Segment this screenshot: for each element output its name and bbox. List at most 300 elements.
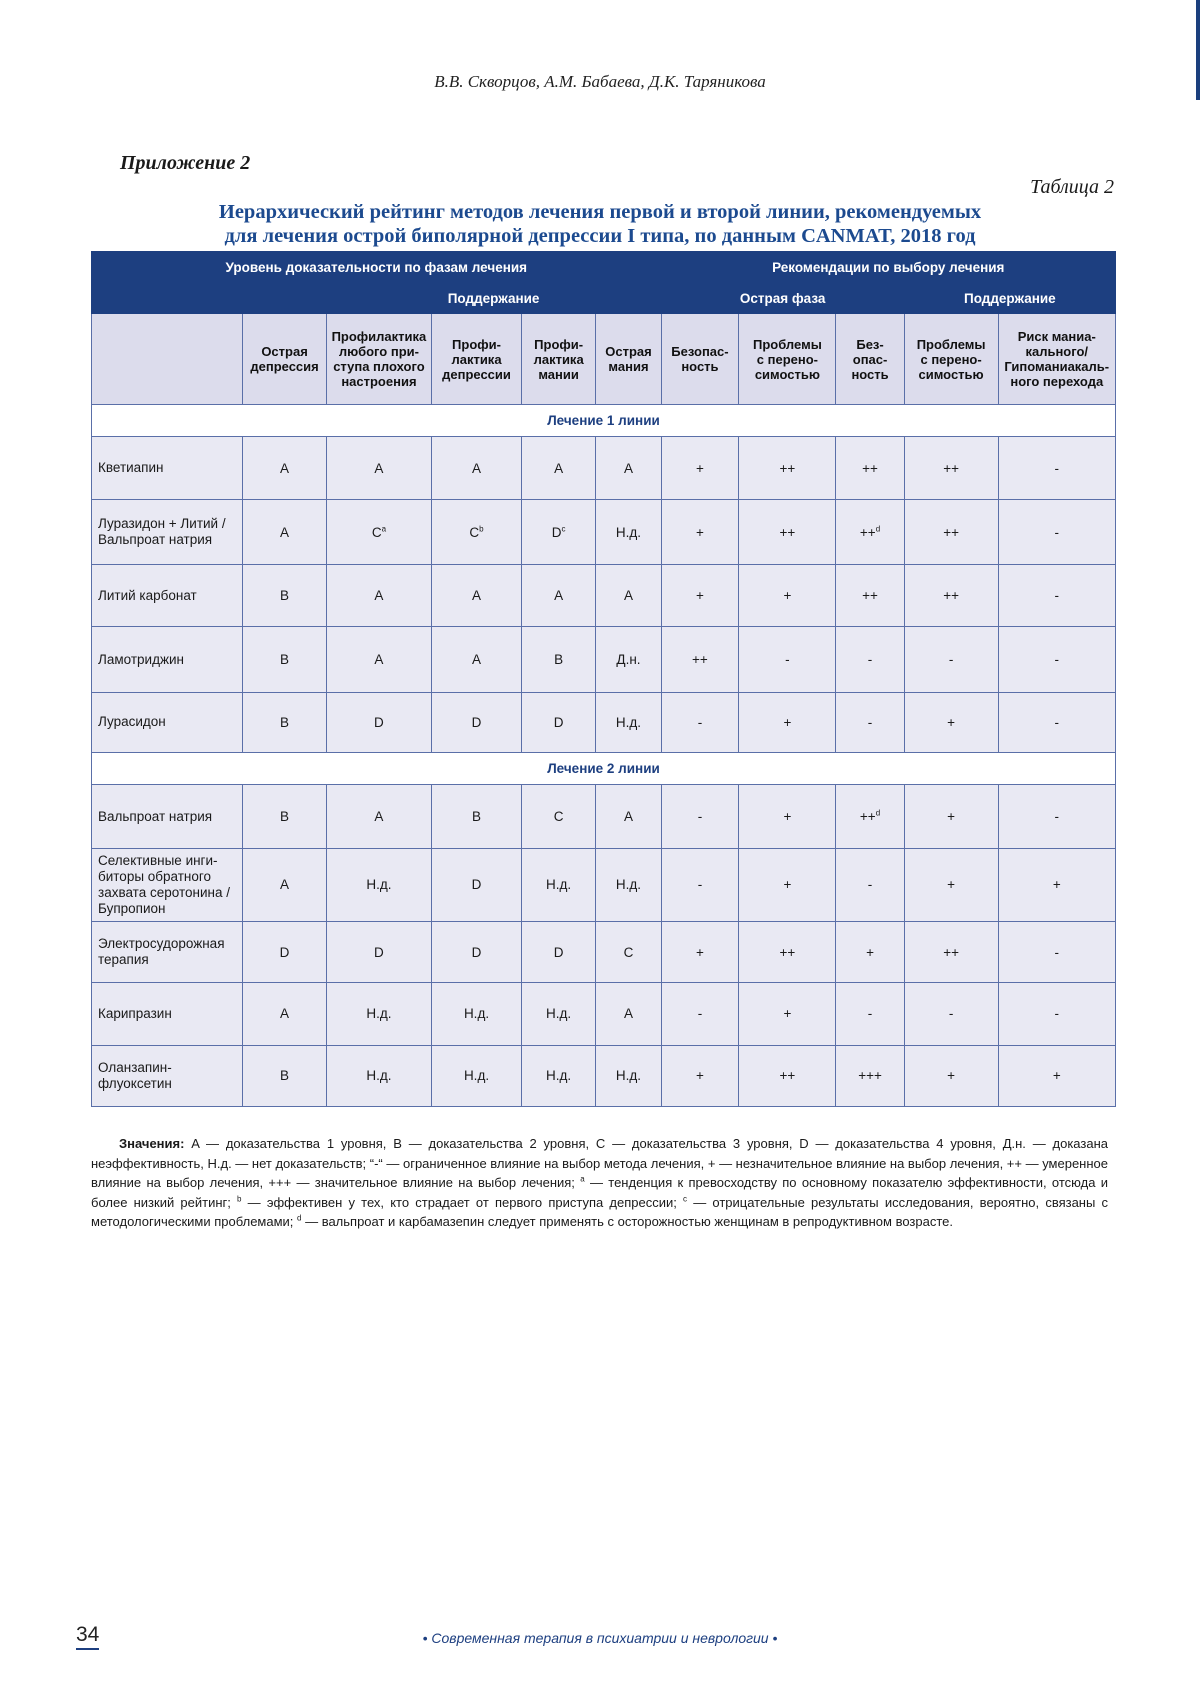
rating-cell — [998, 692, 1115, 752]
rating-value: B — [280, 652, 290, 668]
rating-value: A — [623, 1006, 633, 1022]
column-header-line: Острая — [605, 344, 652, 360]
rating-value: B — [554, 652, 564, 668]
legend-text: — вальпроат и карбамазепин следует применять с осторожностью женщинам в репродуктивном возрасте. — [301, 1214, 953, 1229]
legend-text: — тенденция к превосходству по основному показателю эффективности, отсюда и более низкий рейтинг; — [91, 1175, 1108, 1210]
legend-text: A — доказательства 1 уровня, B — доказательства 2 уровня, C — доказательства 3 уровня, D — доказательства 4 уровня, Д.н. — доказана неэффективность, Н.д. — нет доказательств; “-“ — ограниченное влияние на выбор метода лечения, + — незначительное влияние на выбор лечения, ++ — умеренное влияние на выбор лечения, +++ — значительное влияние на выбор лечения; — [91, 1136, 1108, 1190]
table-row — [92, 436, 1116, 499]
rating-cell — [661, 1045, 739, 1106]
drug-name-line: терапия — [98, 952, 149, 968]
rating-cell — [243, 848, 326, 921]
rating-cell — [661, 564, 739, 626]
rating-value: Н.д. — [463, 1006, 490, 1022]
rating-value: D — [551, 524, 562, 540]
rating-cell — [904, 848, 998, 921]
rating-cell — [243, 1045, 326, 1106]
rating-value: Н.д. — [366, 877, 392, 893]
rating-cell — [998, 500, 1115, 565]
drug-name-line: биторы обратного — [98, 868, 212, 884]
rating-value: + — [696, 944, 704, 960]
rating-value: A — [472, 652, 482, 668]
rating-cell — [432, 785, 522, 848]
footnote-mark: a — [580, 1174, 585, 1184]
rating-value: - — [1054, 588, 1059, 604]
rating-cell — [661, 785, 739, 848]
rating-cell — [836, 785, 904, 848]
rating-value: ++ — [779, 944, 796, 960]
drug-name-line: Вальпроат натрия — [98, 808, 213, 824]
column-header-line: с перено- — [920, 351, 982, 367]
rating-cell — [904, 1045, 998, 1106]
rating-value: D — [279, 944, 290, 960]
rating-value: B — [280, 714, 290, 730]
rating-cell — [661, 500, 739, 565]
column-header — [521, 314, 596, 404]
rating-value: ++ — [779, 460, 796, 476]
section-header: Лечение 2 линии — [92, 753, 1116, 785]
column-header-line: Риск маниа- — [1017, 329, 1096, 345]
footnote-mark: b — [479, 524, 484, 534]
column-header-line: с перено- — [756, 351, 818, 367]
rating-cell — [739, 921, 836, 982]
rating-value: ++ — [943, 460, 959, 476]
rating-cell — [836, 983, 904, 1045]
drug-name-line: флуоксетин — [98, 1075, 172, 1091]
rating-cell — [998, 921, 1115, 982]
column-header-line: депрессия — [250, 359, 319, 375]
subheader-maintenance: Поддержание — [326, 283, 661, 314]
rating-cell — [661, 848, 739, 921]
rating-value: D — [471, 714, 482, 730]
rating-cell — [836, 848, 904, 921]
rating-cell — [432, 500, 522, 565]
rating-value: - — [697, 1006, 703, 1022]
rating-cell — [243, 921, 326, 982]
rating-value: A — [554, 588, 564, 604]
rating-value: ++ — [779, 1068, 796, 1084]
table-row — [92, 983, 1116, 1045]
drug-name-line: захвата серотонина / — [98, 884, 230, 900]
table-row — [92, 692, 1116, 752]
column-header-line: мания — [608, 359, 649, 375]
rating-cell — [326, 627, 432, 693]
drug-name-line: Оланзапин- — [98, 1059, 172, 1075]
column-header — [998, 314, 1115, 404]
drug-name — [92, 921, 243, 982]
column-header-line: лактика — [451, 351, 502, 367]
table-row — [92, 848, 1116, 921]
table-number: Таблица 2 — [1030, 176, 1114, 198]
rating-cell — [904, 436, 998, 499]
rating-value: + — [947, 809, 956, 825]
column-header-line: Профилактика — [331, 329, 427, 345]
rating-value: - — [1054, 944, 1059, 960]
appendix-label: Приложение 2 — [120, 152, 251, 174]
rating-cell — [596, 692, 661, 752]
drug-name — [92, 627, 243, 693]
rating-value: C — [623, 944, 634, 960]
table-row — [92, 500, 1116, 565]
rating-cell — [596, 500, 661, 565]
rating-value: + — [947, 877, 956, 893]
rating-value: A — [280, 524, 290, 540]
rating-cell — [326, 436, 432, 499]
rating-cell — [596, 564, 661, 626]
journal-footer: • Современная терапия в психиатрии и неврологии • — [422, 1630, 778, 1646]
rating-value: + — [783, 714, 792, 730]
column-header — [836, 314, 904, 404]
table-row — [92, 564, 1116, 626]
rating-cell — [521, 1045, 596, 1106]
rating-value: Н.д. — [366, 1068, 392, 1084]
rating-value: Н.д. — [546, 1006, 572, 1022]
column-header — [326, 314, 432, 404]
column-header-line: Проблемы — [916, 336, 986, 352]
rating-value: ++ — [862, 460, 878, 476]
drug-name — [92, 500, 243, 565]
rating-cell — [432, 692, 522, 752]
rating-value: + — [783, 809, 792, 825]
rating-value: - — [948, 652, 954, 668]
column-header — [739, 314, 836, 404]
section-header: Лечение 1 линии — [92, 404, 1116, 436]
rating-value: - — [948, 1006, 954, 1022]
column-header — [243, 314, 326, 404]
rating-value: ++ — [943, 524, 959, 540]
rating-cell — [998, 983, 1115, 1045]
rating-cell — [739, 1045, 836, 1106]
rating-value: + — [783, 1006, 792, 1022]
footnote-mark: d — [297, 1213, 302, 1223]
rating-cell — [904, 500, 998, 565]
rating-value: A — [472, 588, 482, 604]
footnote-mark: c — [683, 1194, 688, 1204]
table-title-line: Иерархический рейтинг методов лечения первой и второй линии, рекомендуемых — [218, 201, 982, 223]
rating-cell — [243, 692, 326, 752]
subheader-blank — [92, 283, 327, 314]
rating-value: ++ — [859, 524, 876, 540]
rating-value: Н.д. — [615, 1068, 642, 1084]
column-header-line: ступа плохого — [333, 359, 425, 375]
rating-value: ++ — [862, 588, 878, 604]
rating-value: A — [374, 652, 384, 668]
rating-cell — [432, 848, 522, 921]
column-header-line: лактика — [533, 351, 584, 367]
rating-value: ++ — [779, 524, 796, 540]
column-header-line: Без- — [856, 336, 884, 352]
rating-cell — [521, 983, 596, 1045]
rating-value: + — [696, 524, 704, 540]
column-header-line: симостью — [754, 366, 820, 382]
rating-value: - — [867, 877, 873, 893]
rating-cell — [904, 785, 998, 848]
rating-value: ++ — [943, 944, 959, 960]
rating-cell — [521, 564, 596, 626]
rating-value: +++ — [858, 1068, 882, 1084]
rating-cell — [521, 436, 596, 499]
column-header-line: Проблемы — [753, 336, 822, 352]
table-title-line: для лечения острой биполярной депрессии I типа, по данным CANMAT, 2018 год — [224, 225, 976, 247]
legend-text: — отрицательные результаты исследования, вероятно, связаны с методологическими проблемами; — [91, 1194, 1109, 1229]
rating-cell — [326, 692, 432, 752]
column-header-line: кального/ — [1025, 344, 1089, 360]
rating-cell — [661, 627, 739, 693]
rating-value: B — [280, 1068, 290, 1084]
rating-value: + — [783, 877, 792, 893]
rating-cell — [243, 564, 326, 626]
rating-cell — [432, 564, 522, 626]
rating-value: B — [280, 809, 290, 825]
page-number: 34 — [76, 1623, 99, 1650]
rating-cell — [998, 436, 1115, 499]
rating-value: A — [472, 460, 482, 476]
rating-cell — [596, 436, 661, 499]
rating-value: - — [867, 714, 873, 730]
rating-value: B — [472, 809, 482, 825]
column-header-line: опас- — [852, 351, 888, 367]
rating-value: Д.н. — [616, 652, 641, 668]
rating-cell — [739, 692, 836, 752]
rating-cell — [998, 564, 1115, 626]
rating-cell — [836, 627, 904, 693]
rating-value: + — [696, 588, 704, 604]
rating-value: + — [947, 1068, 956, 1084]
rating-cell — [596, 627, 661, 693]
rating-cell — [521, 627, 596, 693]
column-header-line: Гипоманиакаль- — [1004, 359, 1110, 375]
footnote-mark: b — [237, 1194, 242, 1204]
rating-value: Н.д. — [546, 1068, 572, 1084]
rating-cell — [739, 983, 836, 1045]
rating-value: - — [697, 877, 703, 893]
rating-value: ++ — [943, 588, 959, 604]
rating-cell — [739, 785, 836, 848]
column-header-drug — [92, 314, 243, 404]
rating-value: D — [471, 944, 482, 960]
column-header-line: ность — [681, 359, 719, 375]
column-header — [904, 314, 998, 404]
rating-value: - — [1054, 714, 1059, 730]
rating-value: Н.д. — [615, 877, 642, 893]
column-header-line: Острая — [261, 344, 308, 360]
table-title — [150, 200, 1050, 248]
rating-value: - — [867, 652, 873, 668]
column-header — [661, 314, 739, 404]
drug-name-line: Лурасидон — [98, 714, 166, 730]
column-header-line: Профи- — [534, 336, 584, 352]
rating-cell — [521, 921, 596, 982]
rating-value: A — [623, 588, 633, 604]
rating-cell — [326, 983, 432, 1045]
rating-value: + — [1052, 877, 1061, 893]
rating-value: - — [697, 714, 703, 730]
treatment-rating-table — [91, 251, 1116, 1107]
column-header — [596, 314, 661, 404]
rating-value: D — [374, 714, 384, 730]
column-header-line: Профи- — [452, 336, 501, 352]
drug-name — [92, 983, 243, 1045]
rating-cell — [904, 921, 998, 982]
rating-cell — [836, 436, 904, 499]
rating-value: ++ — [859, 809, 876, 825]
column-header-line: Безопас- — [671, 344, 729, 360]
rating-value: Н.д. — [615, 714, 642, 730]
rating-value: B — [280, 588, 290, 604]
rating-cell — [326, 500, 432, 565]
rating-cell — [432, 921, 522, 982]
rating-value: + — [696, 1068, 704, 1084]
table-row — [92, 627, 1116, 693]
rating-value: A — [280, 460, 290, 476]
rating-value: - — [1054, 1006, 1059, 1022]
rating-value: D — [553, 714, 564, 730]
rating-cell — [243, 627, 326, 693]
column-header — [432, 314, 522, 404]
rating-value: A — [623, 809, 633, 825]
drug-name-line: Селективные инги- — [98, 852, 218, 868]
rating-value: ++ — [692, 652, 708, 668]
rating-value: + — [866, 944, 874, 960]
legend-text: — эффективен у тех, кто страдает от первого приступа депрессии; — [241, 1194, 684, 1210]
rating-value: C — [553, 809, 564, 825]
rating-cell — [998, 785, 1115, 848]
rating-cell — [596, 921, 661, 982]
drug-name — [92, 564, 243, 626]
rating-value: + — [783, 588, 792, 604]
rating-cell — [521, 500, 596, 565]
footnote-mark: a — [381, 524, 387, 534]
rating-cell — [739, 627, 836, 693]
rating-cell — [432, 627, 522, 693]
rating-cell — [998, 627, 1115, 693]
rating-cell — [904, 627, 998, 693]
rating-value: - — [1054, 652, 1059, 668]
rating-cell — [521, 848, 596, 921]
legend-label: Значения: — [119, 1136, 185, 1151]
rating-value: C — [371, 524, 382, 540]
rating-cell — [326, 921, 432, 982]
rating-value: D — [374, 944, 384, 960]
rating-cell — [836, 1045, 904, 1106]
rating-value: + — [696, 460, 704, 476]
subheader-acute-phase: Острая фаза — [661, 283, 904, 314]
drug-name-line: Вальпроат натрия — [98, 532, 213, 548]
rating-cell — [998, 848, 1115, 921]
drug-name-line: Электросудорожная — [98, 936, 225, 952]
rating-cell — [243, 500, 326, 565]
rating-cell — [596, 983, 661, 1045]
rating-cell — [243, 436, 326, 499]
rating-value: - — [1054, 524, 1059, 540]
rating-cell — [661, 692, 739, 752]
rating-value: A — [280, 877, 290, 893]
rating-cell — [432, 436, 522, 499]
drug-name — [92, 785, 243, 848]
rating-cell — [661, 983, 739, 1045]
rating-value: D — [471, 877, 482, 893]
column-header-line: любого при- — [338, 344, 419, 360]
rating-cell — [596, 848, 661, 921]
rating-value: Н.д. — [366, 1006, 392, 1022]
legend — [91, 1134, 1108, 1232]
rating-value: - — [1054, 809, 1059, 825]
footnote-mark: c — [561, 524, 566, 534]
rating-cell — [739, 848, 836, 921]
drug-name — [92, 692, 243, 752]
rating-cell — [243, 785, 326, 848]
rating-cell — [904, 564, 998, 626]
rating-cell — [661, 436, 739, 499]
rating-value: D — [553, 944, 564, 960]
rating-value: + — [1052, 1068, 1061, 1084]
subheader-maintenance: Поддержание — [904, 283, 1115, 314]
rating-cell — [836, 500, 904, 565]
rating-value: A — [554, 460, 564, 476]
footnote-mark: d — [875, 808, 881, 818]
rating-cell — [326, 1045, 432, 1106]
drug-name-line: Кветиапин — [98, 460, 164, 476]
group-header-evidence: Уровень доказательности по фазам лечения — [92, 252, 662, 283]
rating-value: Н.д. — [463, 1068, 490, 1084]
rating-cell — [998, 1045, 1115, 1106]
rating-cell — [904, 692, 998, 752]
drug-name — [92, 848, 243, 921]
column-header-line: ность — [851, 366, 889, 382]
drug-name-line: Бупропион — [98, 900, 166, 916]
rating-cell — [661, 921, 739, 982]
rating-value: A — [374, 588, 384, 604]
rating-cell — [836, 921, 904, 982]
column-header-line: настроения — [341, 374, 417, 390]
rating-cell — [596, 785, 661, 848]
rating-value: A — [374, 460, 384, 476]
rating-cell — [596, 1045, 661, 1106]
group-header-recommendations: Рекомендации по выбору лечения — [661, 252, 1115, 283]
rating-cell — [521, 692, 596, 752]
rating-value: C — [469, 524, 480, 540]
drug-name-line: Луразидон + Литий / — [98, 516, 226, 532]
rating-cell — [739, 564, 836, 626]
rating-value: Н.д. — [546, 877, 572, 893]
column-header-line: мании — [538, 366, 579, 382]
drug-name — [92, 436, 243, 499]
footnote-mark: d — [875, 524, 881, 534]
column-header-line: депрессии — [442, 366, 511, 382]
drug-name-line: Ламотриджин — [98, 651, 184, 667]
rating-value: - — [1054, 460, 1059, 476]
rating-cell — [432, 983, 522, 1045]
rating-cell — [432, 1045, 522, 1106]
rating-cell — [521, 785, 596, 848]
running-header-authors: В.В. Скворцов, А.М. Бабаева, Д.К. Таряникова — [434, 72, 766, 91]
table-row — [92, 1045, 1116, 1106]
rating-value: - — [697, 809, 703, 825]
rating-cell — [243, 983, 326, 1045]
rating-cell — [739, 500, 836, 565]
rating-value: - — [785, 652, 790, 668]
column-header-line: ного перехода — [1010, 374, 1104, 390]
table-row — [92, 785, 1116, 848]
rating-cell — [904, 983, 998, 1045]
column-header-line: симостью — [918, 366, 984, 382]
rating-cell — [326, 564, 432, 626]
rating-value: A — [623, 460, 633, 476]
drug-name-line: Литий карбонат — [98, 587, 197, 603]
rating-cell — [836, 564, 904, 626]
drug-name-line: Карипразин — [98, 1005, 172, 1021]
rating-value: Н.д. — [615, 524, 642, 540]
rating-cell — [326, 848, 432, 921]
